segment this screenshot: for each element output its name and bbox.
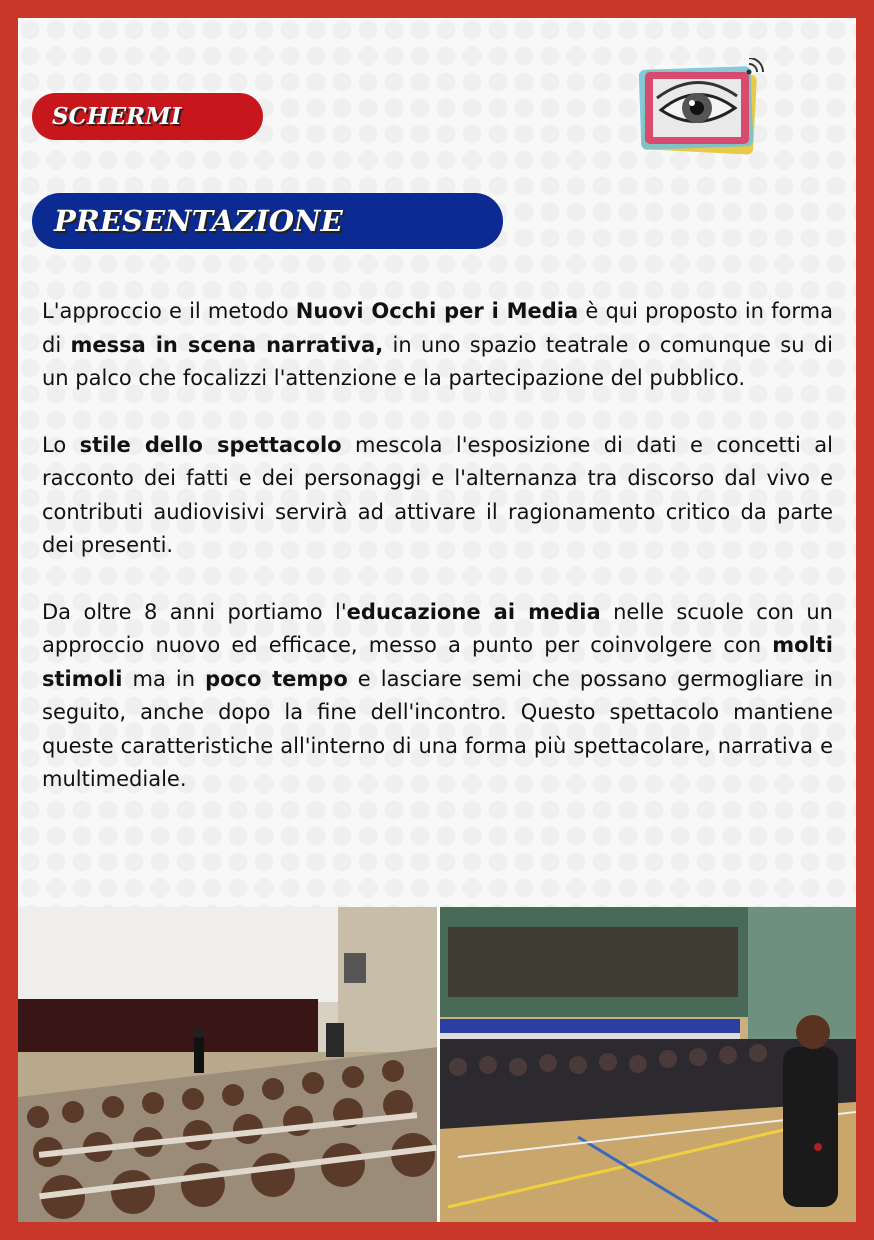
text-run: mescola l'esposizione di dati e concetti al racconto dei fatti e dei personaggi e l'alternanza tra discorso dal vivo e contributi audiovisivi servirà ad attivare il ragionamento critico da parte dei presenti. [42,432,833,557]
page-title [32,193,503,249]
bold-phrase: educazione ai media [346,599,601,624]
text-run: in uno spazio teatrale o comunque su di un palco che focalizzi l'attenzione e la partecipazione del pubblico. [42,332,833,390]
text-run: è qui proposto in forma di [42,299,833,357]
section-label-text: SCHERMI [52,103,182,130]
bold-phrase: molti stimoli [42,633,833,691]
theater-audience-photo [18,907,438,1222]
text-run: Da oltre 8 anni portiamo l' [42,599,347,624]
paragraph [42,429,833,563]
text-run: Lo [42,432,80,457]
bold-phrase: stile dello spettacolo [79,432,342,457]
bold-phrase: poco tempo [205,666,348,691]
text-run: L'approccio e il metodo [42,299,296,323]
presentation-text [42,295,833,830]
text-run: nelle scuole con un approccio nuovo ed efficace, messo a punto per coinvolgere con [42,599,833,657]
gym-audience-photo [440,907,856,1222]
bold-phrase: Nuovi Occhi per i Media [295,299,579,323]
text-run: e lasciare semi che possano germogliare in seguito, anche dopo la fine dell'incontro. Questo spettacolo mantiene queste caratteristiche all'interno di una forma più spettacolare, narrativa e multimediale. [42,666,833,791]
paragraph [42,596,833,797]
photo-strip [18,907,856,1222]
text-run: ma in [122,666,206,691]
paragraph [42,295,833,396]
section-label [32,93,263,140]
page-title-text: PRESENTAZIONE [54,204,343,238]
eye-screen-logo-icon [637,58,767,158]
bold-phrase: messa in scena narrativa, [70,332,384,357]
flyer-page [18,18,856,1222]
